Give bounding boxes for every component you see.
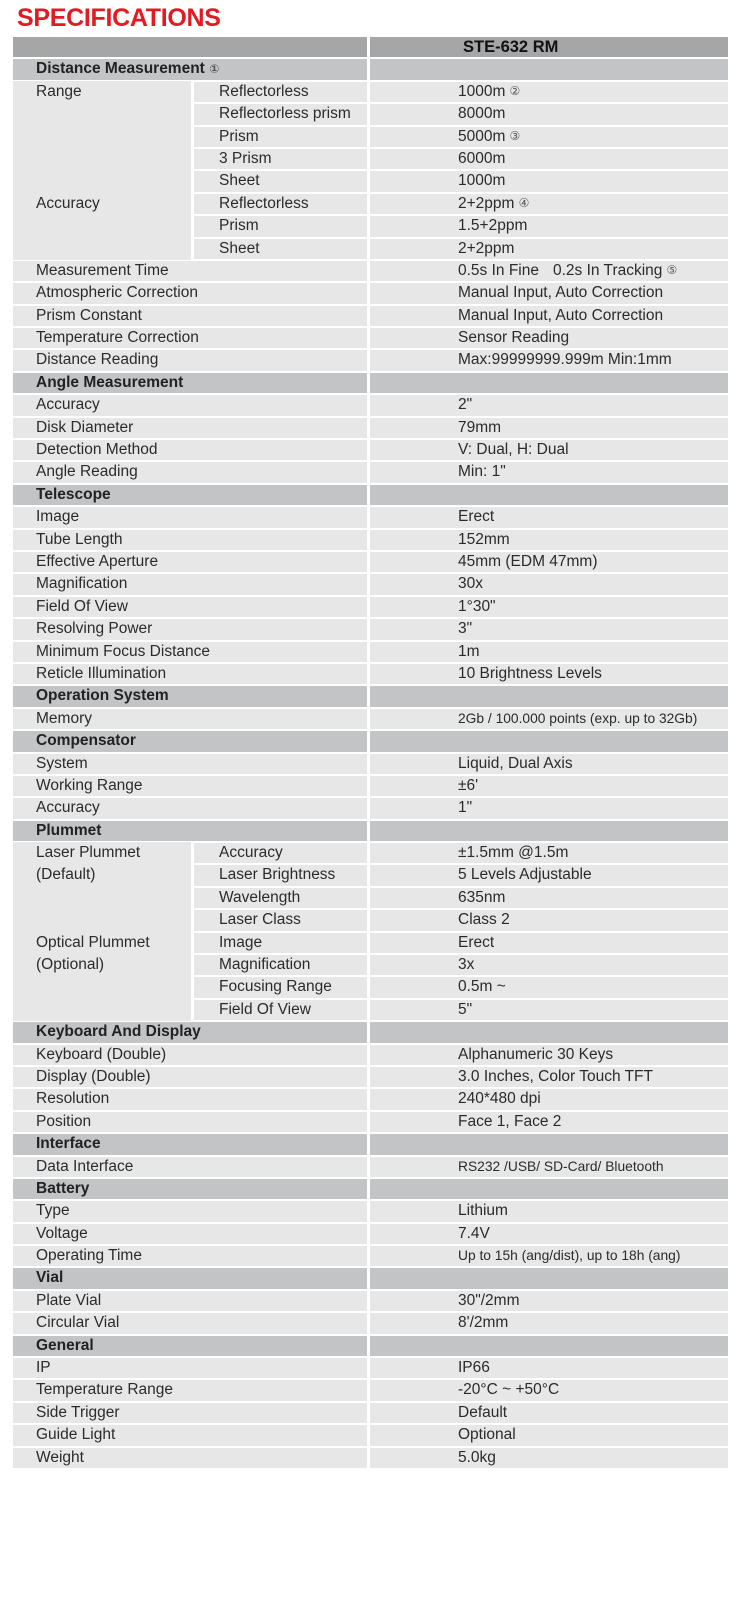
spec-sublabel: Prism — [219, 127, 259, 145]
specifications-table — [13, 36, 728, 1469]
spec-label: Operating Time — [36, 1247, 142, 1265]
spec-label: Laser Plummet — [36, 844, 141, 862]
spec-value — [458, 1245, 680, 1267]
spec-row — [13, 641, 728, 663]
spec-value-text: Sensor Reading — [458, 329, 570, 347]
spec-value — [458, 932, 494, 954]
spec-row — [13, 887, 728, 909]
footnote-marker: ⑤ — [666, 263, 678, 278]
spec-value-text: 30"/2mm — [458, 1291, 520, 1309]
spec-row — [13, 1223, 728, 1245]
spec-row — [13, 1200, 728, 1222]
spec-value-text: Manual Input, Auto Correction — [458, 284, 664, 302]
spec-row — [13, 1402, 728, 1424]
spec-row — [13, 864, 728, 886]
section-title: Telescope — [36, 485, 111, 503]
spec-value — [458, 954, 474, 976]
section-title: Keyboard And Display — [36, 1023, 201, 1041]
spec-row — [13, 618, 728, 640]
spec-value — [458, 1447, 496, 1469]
spec-sublabel: Field Of View — [219, 1000, 311, 1018]
spec-value-text: Erect — [458, 508, 495, 526]
section-header-row — [13, 1335, 728, 1357]
spec-value-text: -20°C ~ +50°C — [458, 1381, 560, 1399]
spec-value — [458, 461, 506, 483]
spec-value-text: 1000m — [458, 82, 506, 100]
spec-label: Disk Diameter — [36, 418, 134, 436]
spec-sublabel: Image — [219, 933, 263, 951]
spec-value — [458, 1044, 613, 1066]
spec-row — [13, 327, 728, 349]
spec-value-text: Max:99999999.999m Min:1mm — [458, 351, 672, 369]
spec-value — [458, 170, 505, 192]
section-header-row — [13, 372, 728, 394]
spec-row — [13, 193, 728, 215]
spec-value — [458, 596, 496, 618]
spec-label: Magnification — [36, 575, 128, 593]
section-title-text: Distance Measurement — [36, 60, 205, 78]
section-header-row — [13, 1021, 728, 1043]
spec-value-text: Manual Input, Auto Correction — [458, 306, 664, 324]
spec-value-text: 30x — [458, 575, 483, 593]
spec-value — [458, 1066, 653, 1088]
spec-row — [13, 797, 728, 819]
spec-value — [458, 618, 472, 640]
section-header-row — [13, 1133, 728, 1155]
spec-label: Temperature Range — [36, 1381, 173, 1399]
spec-value-text: Erect — [458, 933, 495, 951]
spec-label: Measurement Time — [36, 261, 169, 279]
spec-row — [13, 215, 728, 237]
spec-value-text: Face 1, Face 2 — [458, 1112, 562, 1130]
spec-row — [13, 394, 728, 416]
spec-row — [13, 126, 728, 148]
spec-value-text: 8000m — [458, 105, 506, 123]
spec-value — [458, 842, 568, 864]
spec-value — [458, 641, 480, 663]
spec-label: Reticle Illumination — [36, 664, 167, 682]
spec-row — [13, 573, 728, 595]
spec-row — [13, 976, 728, 998]
spec-label: Image — [36, 508, 80, 526]
spec-value-text: 5 Levels Adjustable — [458, 866, 592, 884]
spec-row — [13, 1088, 728, 1110]
spec-value — [458, 282, 663, 304]
spec-value — [458, 999, 472, 1021]
spec-label: Data Interface — [36, 1157, 134, 1175]
spec-value — [458, 976, 506, 998]
spec-sublabel: Reflectorless — [219, 194, 309, 212]
spec-value — [458, 305, 663, 327]
spec-sublabel: Accuracy — [219, 844, 283, 862]
section-title: Operation System — [36, 687, 169, 705]
spec-value-text: 1m — [458, 642, 480, 660]
spec-row — [13, 260, 728, 282]
section-title: Plummet — [36, 821, 102, 839]
spec-value-text: Min: 1" — [458, 463, 506, 481]
spec-sublabel: Prism — [219, 217, 259, 235]
spec-value-text: 1" — [458, 799, 473, 817]
spec-value — [458, 1357, 490, 1379]
spec-sublabel: Magnification — [219, 956, 311, 974]
spec-value-text: 635nm — [458, 888, 506, 906]
spec-label: Position — [36, 1112, 92, 1130]
spec-row — [13, 775, 728, 797]
spec-value-text: 2+2ppm — [458, 239, 515, 257]
spec-label: IP — [36, 1359, 51, 1377]
footnote-marker: ③ — [509, 128, 521, 143]
spec-value — [458, 1424, 516, 1446]
spec-label: Working Range — [36, 776, 143, 794]
spec-value-text: Optional — [458, 1426, 516, 1444]
section-header-row — [13, 730, 728, 752]
spec-sublabel: Sheet — [219, 172, 260, 190]
spec-label: Side Trigger — [36, 1403, 120, 1421]
page-title: SPECIFICATIONS — [17, 4, 221, 32]
spec-value-text: 1°30" — [458, 597, 496, 615]
spec-label: Guide Light — [36, 1426, 116, 1444]
spec-row — [13, 1290, 728, 1312]
spec-value — [458, 215, 527, 237]
spec-value — [458, 327, 569, 349]
spec-label: Angle Reading — [36, 463, 138, 481]
spec-label: Distance Reading — [36, 351, 159, 369]
spec-value-text: Default — [458, 1403, 508, 1421]
spec-value-text: 5.0kg — [458, 1448, 496, 1466]
spec-sublabel: Wavelength — [219, 888, 301, 906]
spec-row — [13, 753, 728, 775]
footnote-marker: ② — [509, 84, 521, 99]
spec-row — [13, 932, 728, 954]
spec-value-text: RS232 /USB/ SD-Card/ Bluetooth — [458, 1158, 664, 1174]
spec-label: Tube Length — [36, 530, 123, 548]
spec-label: Accuracy — [36, 799, 100, 817]
spec-value-secondary: 0.2s In Tracking — [553, 261, 663, 279]
spec-value-text: 240*480 dpi — [458, 1090, 541, 1108]
spec-label: Optical Plummet — [36, 933, 150, 951]
spec-sublabel: Laser Class — [219, 911, 301, 929]
spec-row — [13, 596, 728, 618]
spec-label: Resolving Power — [36, 620, 153, 638]
section-title: General — [36, 1336, 94, 1354]
spec-label: Resolution — [36, 1090, 110, 1108]
spec-value-text: 2+2ppm — [458, 194, 515, 212]
spec-value-text: ±6' — [458, 776, 479, 794]
spec-sublabel: 3 Prism — [219, 149, 272, 167]
spec-value — [458, 909, 510, 931]
spec-value — [458, 1379, 559, 1401]
spec-value — [458, 238, 514, 260]
spec-value — [458, 260, 677, 282]
spec-row — [13, 1424, 728, 1446]
spec-row — [13, 1312, 728, 1334]
spec-value — [458, 529, 510, 551]
spec-row — [13, 439, 728, 461]
spec-row — [13, 529, 728, 551]
spec-label: Effective Aperture — [36, 552, 159, 570]
spec-value-text: 3" — [458, 620, 473, 638]
spec-sublabel: Reflectorless — [219, 82, 309, 100]
spec-label: Voltage — [36, 1224, 88, 1242]
section-header-row — [13, 1178, 728, 1200]
spec-value-text: 0.5s In Fine — [458, 261, 539, 279]
spec-label: Plate Vial — [36, 1291, 102, 1309]
spec-sublabel: Reflectorless prism — [219, 105, 351, 123]
spec-value-text: 8'/2mm — [458, 1314, 509, 1332]
section-header-row — [13, 820, 728, 842]
spec-row — [13, 1379, 728, 1401]
spec-label: Weight — [36, 1448, 84, 1466]
section-header-row — [13, 1267, 728, 1289]
section-header-row — [13, 685, 728, 707]
spec-row — [13, 663, 728, 685]
spec-row — [13, 170, 728, 192]
spec-row — [13, 349, 728, 371]
spec-row — [13, 1066, 728, 1088]
spec-label: Prism Constant — [36, 306, 142, 324]
spec-value — [458, 1088, 541, 1110]
spec-value — [458, 887, 505, 909]
spec-row — [13, 1245, 728, 1267]
spec-label: Type — [36, 1202, 70, 1220]
section-title: Compensator — [36, 732, 136, 750]
section-title: Interface — [36, 1135, 101, 1153]
spec-row — [13, 1044, 728, 1066]
spec-value-text: Alphanumeric 30 Keys — [458, 1045, 614, 1063]
spec-value — [458, 708, 697, 730]
footnote-marker: ④ — [518, 196, 530, 211]
spec-value — [458, 349, 672, 371]
spec-row — [13, 1156, 728, 1178]
spec-label: Detection Method — [36, 441, 158, 459]
spec-value-text: Class 2 — [458, 911, 510, 929]
spec-row — [13, 1357, 728, 1379]
table-header-row — [13, 36, 728, 58]
spec-label: System — [36, 754, 88, 772]
spec-value — [458, 1111, 561, 1133]
spec-row — [13, 842, 728, 864]
spec-value — [458, 81, 520, 103]
spec-row — [13, 999, 728, 1021]
spec-value-text: 1.5+2ppm — [458, 217, 528, 235]
spec-value — [458, 1290, 520, 1312]
spec-label: Accuracy — [36, 194, 100, 212]
spec-label: Field Of View — [36, 597, 128, 615]
spec-row — [13, 148, 728, 170]
spec-label: Temperature Correction — [36, 329, 199, 347]
spec-value — [458, 1402, 507, 1424]
spec-value — [458, 753, 573, 775]
spec-value-text: 3.0 Inches, Color Touch TFT — [458, 1067, 653, 1085]
spec-value — [458, 394, 472, 416]
spec-row — [13, 305, 728, 327]
spec-value — [458, 417, 501, 439]
section-header-row — [13, 484, 728, 506]
spec-value-text: 5" — [458, 1000, 473, 1018]
spec-row — [13, 103, 728, 125]
spec-value-text: 5000m — [458, 127, 506, 145]
spec-label: Range — [36, 82, 82, 100]
spec-value — [458, 663, 602, 685]
spec-row — [13, 81, 728, 103]
model-name: STE-632 RM — [463, 38, 559, 56]
section-title: Angle Measurement — [36, 373, 184, 391]
spec-value-text: 7.4V — [458, 1224, 490, 1242]
spec-value-text: 2Gb / 100.000 points (exp. up to 32Gb) — [458, 710, 698, 726]
spec-label: Circular Vial — [36, 1314, 120, 1332]
spec-value-text: Up to 15h (ang/dist), up to 18h (ang) — [458, 1248, 681, 1264]
spec-value — [458, 1223, 490, 1245]
spec-sublabel: Sheet — [219, 239, 260, 257]
spec-value — [458, 775, 478, 797]
spec-label: Memory — [36, 709, 92, 727]
spec-value-text: IP66 — [458, 1359, 490, 1377]
spec-row — [13, 238, 728, 260]
spec-row — [13, 1447, 728, 1469]
spec-label: Keyboard (Double) — [36, 1045, 167, 1063]
spec-value-text: 152mm — [458, 530, 510, 548]
spec-value-text: Liquid, Dual Axis — [458, 754, 573, 772]
spec-row — [13, 954, 728, 976]
spec-value-text: ±1.5mm @1.5m — [458, 844, 569, 862]
spec-row — [13, 506, 728, 528]
spec-label: Atmospheric Correction — [36, 284, 198, 302]
spec-value — [458, 573, 483, 595]
spec-sublabel: Focusing Range — [219, 978, 332, 996]
footnote-marker: ① — [209, 61, 220, 76]
spec-value — [458, 506, 494, 528]
spec-value-text: 10 Brightness Levels — [458, 664, 602, 682]
section-title: Vial — [36, 1269, 64, 1287]
spec-row — [13, 909, 728, 931]
spec-label: Display (Double) — [36, 1067, 151, 1085]
spec-value — [458, 1200, 508, 1222]
spec-label: Minimum Focus Distance — [36, 642, 210, 660]
spec-value-text: V: Dual, H: Dual — [458, 441, 569, 459]
spec-row — [13, 551, 728, 573]
spec-sublabel: Laser Brightness — [219, 866, 336, 884]
spec-value — [458, 864, 592, 886]
spec-row — [13, 417, 728, 439]
spec-value-text: 45mm (EDM 47mm) — [458, 552, 598, 570]
spec-value — [458, 1156, 664, 1178]
spec-value-text: 2" — [458, 396, 473, 414]
spec-value — [458, 1312, 508, 1334]
spec-row — [13, 708, 728, 730]
spec-row — [13, 461, 728, 483]
spec-value — [458, 193, 529, 215]
spec-value — [458, 148, 505, 170]
spec-row — [13, 1111, 728, 1133]
spec-value — [458, 103, 505, 125]
spec-value — [458, 126, 520, 148]
spec-value — [458, 551, 598, 573]
spec-value-text: 3x — [458, 956, 475, 974]
section-title: Battery — [36, 1179, 90, 1197]
spec-value-text: Lithium — [458, 1202, 508, 1220]
spec-value-text: 79mm — [458, 418, 502, 436]
spec-value — [458, 439, 569, 461]
spec-value — [458, 797, 472, 819]
section-title — [36, 58, 220, 80]
spec-label: (Optional) — [36, 956, 105, 974]
section-header-row — [13, 58, 728, 80]
spec-label: (Default) — [36, 866, 96, 884]
spec-value-text: 0.5m ~ — [458, 978, 506, 996]
spec-label: Accuracy — [36, 396, 100, 414]
spec-row — [13, 282, 728, 304]
spec-value-text: 6000m — [458, 149, 506, 167]
spec-value-text: 1000m — [458, 172, 506, 190]
